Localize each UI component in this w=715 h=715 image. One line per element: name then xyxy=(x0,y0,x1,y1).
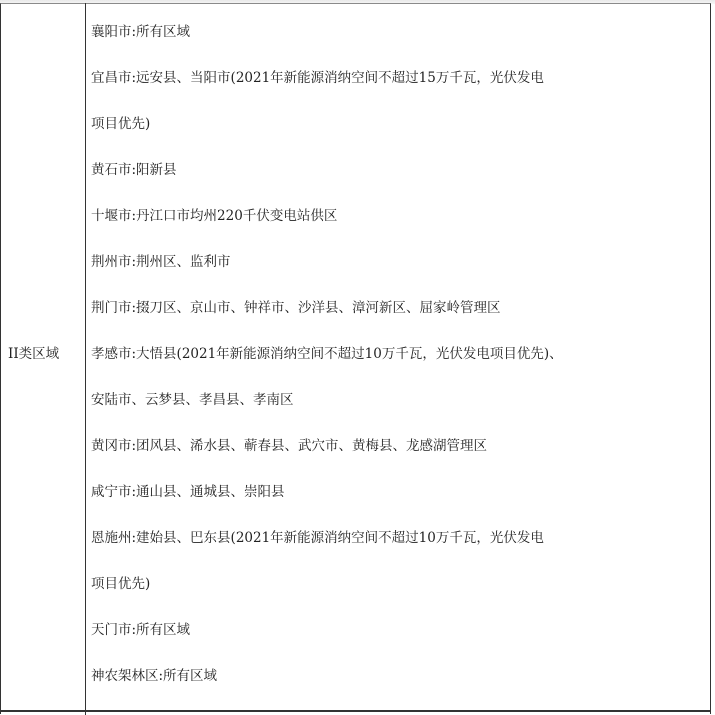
region-line: 项目优先) xyxy=(91,116,151,132)
category-cell: II类区域 xyxy=(8,346,60,362)
column-divider xyxy=(85,3,86,715)
region-line: 恩施州:建始县、巴东县(2021年新能源消纳空间不超过10万千瓦，光伏发电 xyxy=(91,530,544,546)
region-list xyxy=(91,22,563,712)
region-line: 十堰市:丹江口市均州220千伏变电站供区 xyxy=(91,208,338,224)
region-line: 黄石市:阳新县 xyxy=(91,162,177,178)
region-line: 神农架林区:所有区域 xyxy=(91,668,218,684)
region-line: 咸宁市:通山县、通城县、崇阳县 xyxy=(91,484,285,500)
region-line: 黄冈市:团风县、浠水县、蕲春县、武穴市、黄梅县、龙感湖管理区 xyxy=(91,438,488,454)
region-line: 荆门市:掇刀区、京山市、钟祥市、沙洋县、漳河新区、屈家岭管理区 xyxy=(91,300,501,316)
region-line: 襄阳市:所有区域 xyxy=(91,24,191,40)
region-line: 项目优先) xyxy=(91,576,151,592)
region-line: 荆州市:荆州区、监利市 xyxy=(91,254,231,270)
region-line: 宜昌市:远安县、当阳市(2021年新能源消纳空间不超过15万千瓦，光伏发电 xyxy=(91,70,544,86)
region-line: 天门市:所有区域 xyxy=(91,622,191,638)
region-line: 孝感市:大悟县(2021年新能源消纳空间不超过10万千瓦，光伏发电项目优先)、 xyxy=(91,346,563,362)
region-line: 安陆市、云梦县、孝昌县、孝南区 xyxy=(91,392,294,408)
